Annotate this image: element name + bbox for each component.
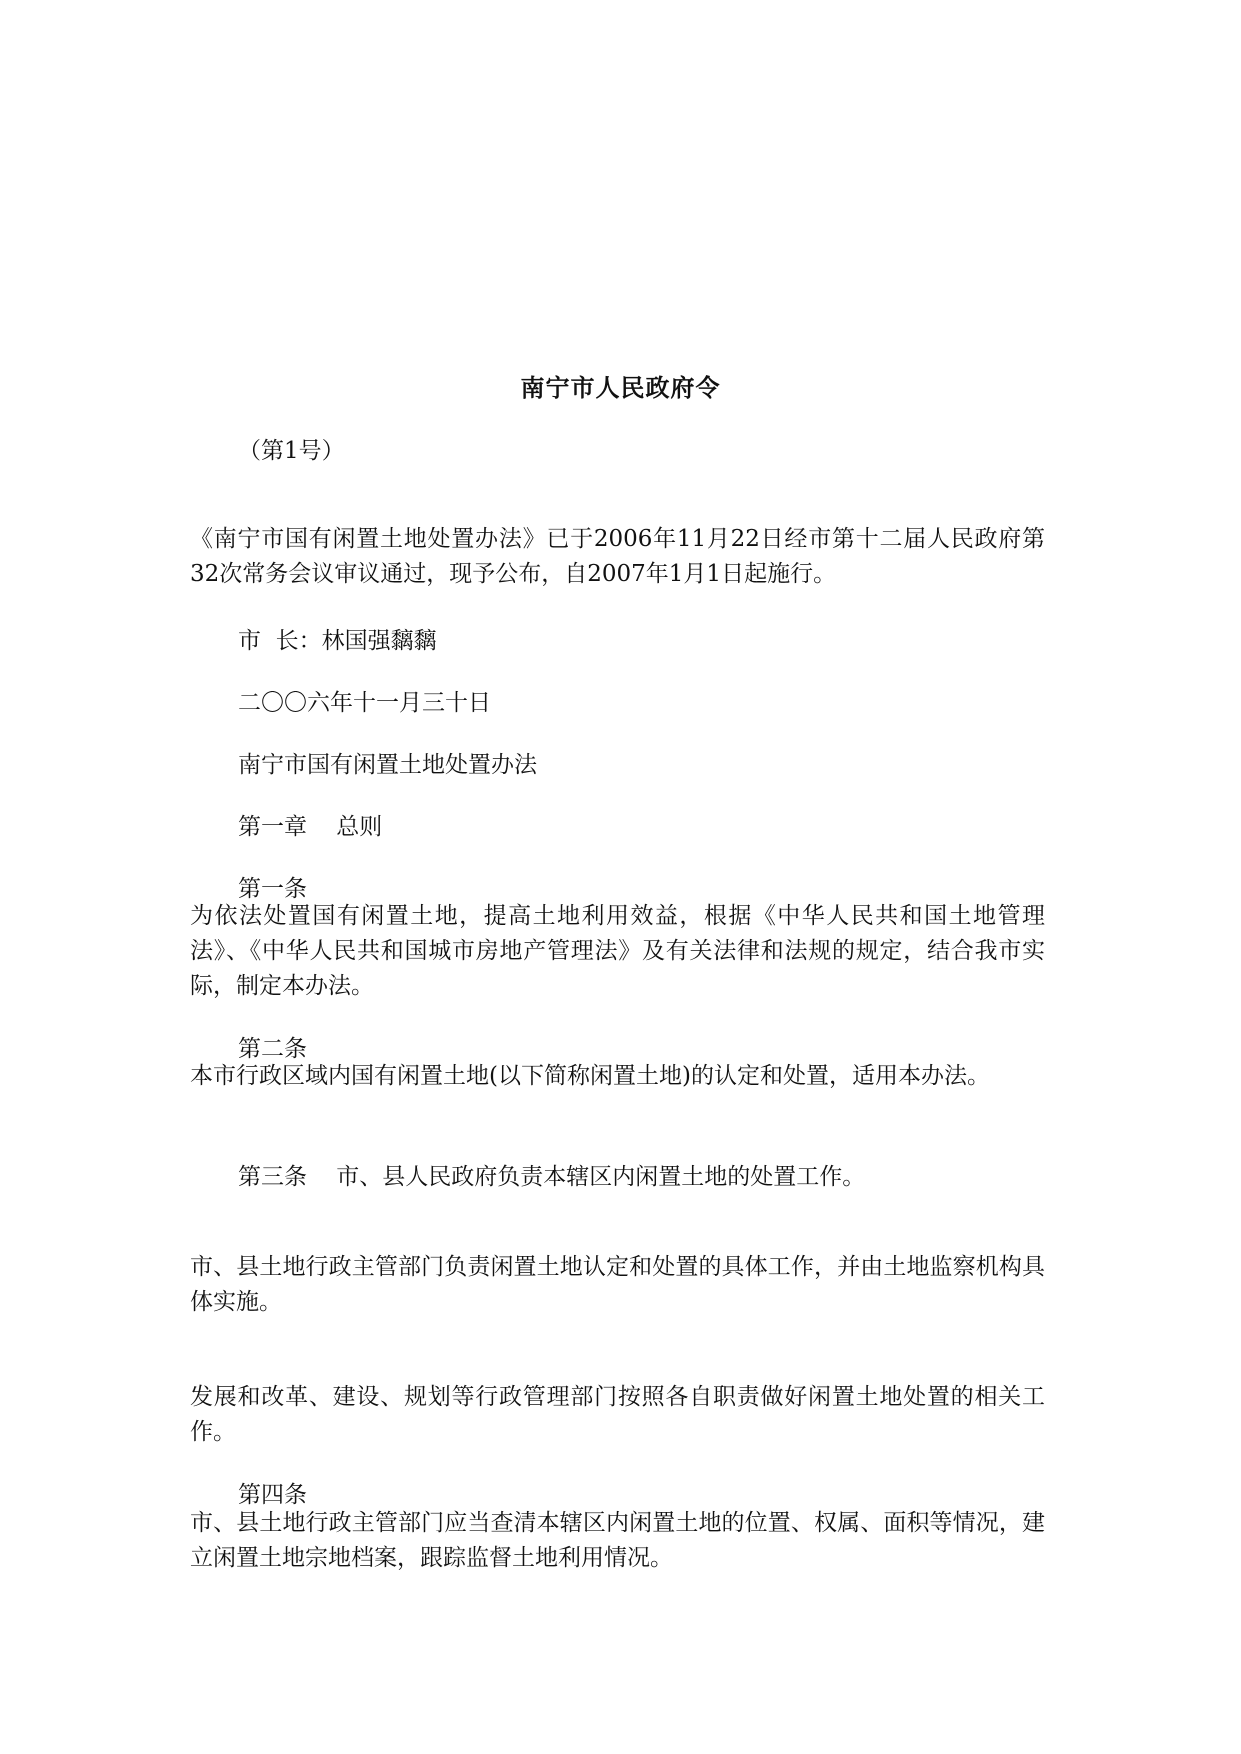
article3-para2: 发展和改革、建设、规划等行政管理部门按照各自职责做好闲置土地处置的相关工作。 [190,1384,1045,1445]
article2-label: 第二条 [238,1036,307,1062]
chapter-heading: 第一章 总则 [238,814,383,840]
article3-heading: 第三条 市、县人民政府负责本辖区内闲置土地的处置工作。 [238,1164,866,1190]
date-line: 二〇〇六年十一月三十日 [238,690,491,716]
article2-text: 本市行政区域内国有闲置土地(以下简称闲置土地)的认定和处置，适用本办法。 [190,1063,990,1089]
article4-label: 第四条 [238,1482,307,1508]
article4-text: 市、县土地行政主管部门应当查清本辖区内闲置土地的位置、权属、面积等情况，建立闲置土地宗地档案，跟踪监督土地利用情况。 [190,1510,1045,1571]
article3-para1: 市、县土地行政主管部门负责闲置土地认定和处置的具体工作，并由土地监察机构具体实施。 [190,1254,1045,1315]
order-number: （第1号） [238,438,345,464]
mayor-line: 市 长：林国强黐黐 [238,628,437,654]
regulation-title: 南宁市国有闲置土地处置办法 [238,752,537,778]
intro-paragraph: 《南宁市国有闲置土地处置办法》已于2006年11月22日经市第十二届人民政府第32次常务会议审议通过，现予公布，自2007年1月1日起施行。 [190,526,1045,587]
article1-label: 第一条 [238,876,307,902]
article1-text: 为依法处置国有闲置土地，提高土地利用效益，根据《中华人民共和国土地管理法》、《中华人民共和国城市房地产管理法》及有关法律和法规的规定，结合我市实际，制定本办法。 [190,903,1045,999]
document-title: 南宁市人民政府令 [520,373,721,402]
